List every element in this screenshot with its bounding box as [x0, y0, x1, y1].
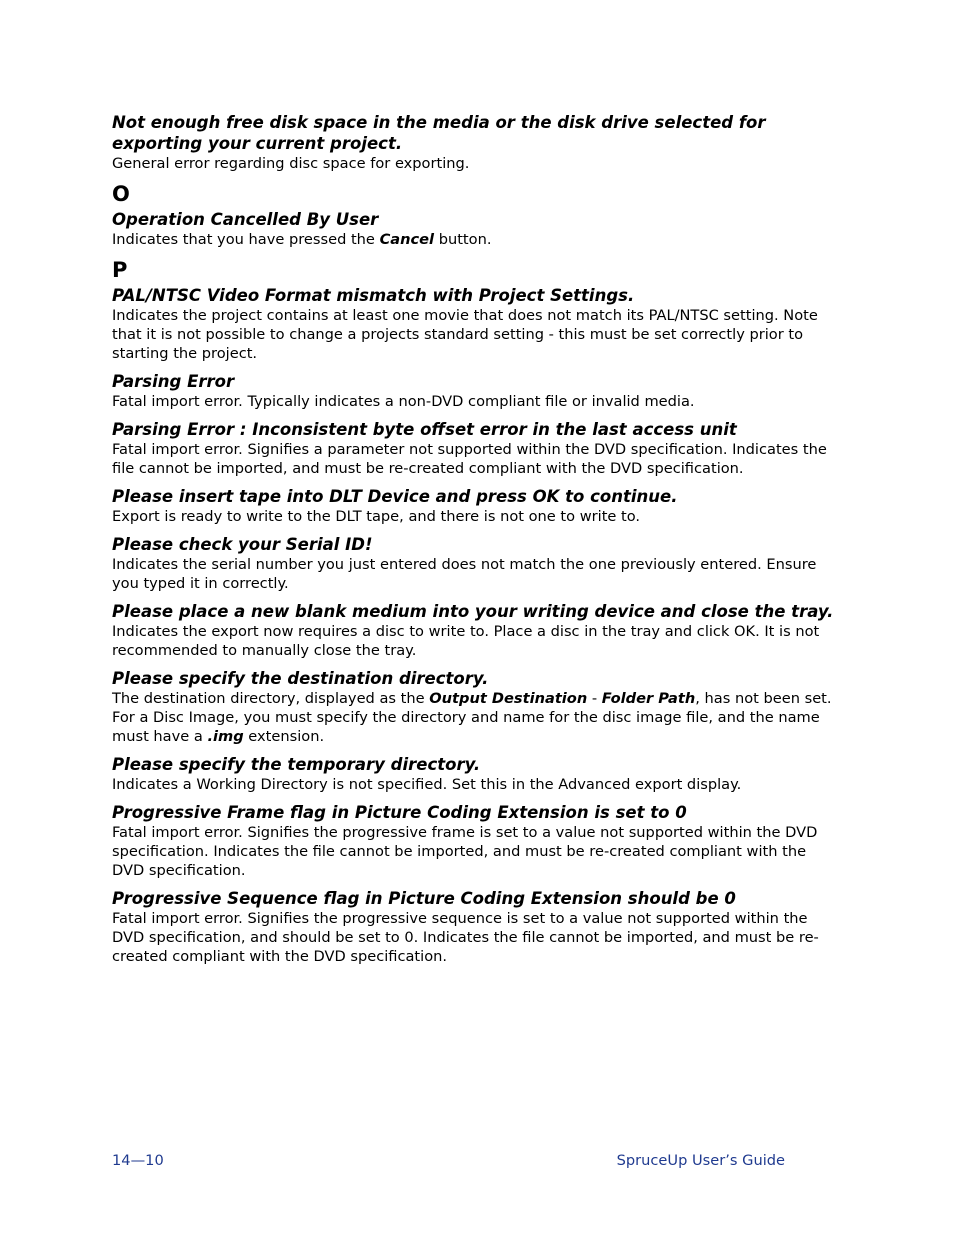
emphasis: Output Destination	[429, 690, 588, 707]
emphasis: Cancel	[379, 231, 435, 248]
error-title: Please check your Serial ID!	[112, 535, 373, 554]
error-title: Parsing Error : Inconsistent byte offset error in the last access unit	[112, 420, 737, 439]
error-description: Export is ready to write to the DLT tape, and there is not one to write to.	[112, 508, 641, 525]
guide-title: SpruceUp User’s Guide	[616, 1152, 785, 1169]
emphasis: Folder Path	[601, 690, 696, 707]
error-description: Indicates a Working Directory is not specified. Set this in the Advanced export display.	[112, 776, 742, 793]
error-title: Please specify the temporary directory.	[112, 755, 481, 774]
error-title: Parsing Error	[112, 372, 235, 391]
error-title: Not enough free disk space in the media or the disk drive selected for exporting your current project.	[112, 113, 766, 153]
error-description: Indicates the export now requires a disc to write to. Place a disc in the tray and click OK. It is not recommended to manually close the tray.	[112, 623, 820, 659]
error-title: Operation Cancelled By User	[112, 210, 379, 229]
section-letter: P	[112, 258, 128, 282]
page-number: 14—10	[112, 1152, 164, 1169]
page-footer	[112, 1152, 785, 1169]
error-description: Fatal import error. Signifies a parameter not supported within the DVD specification. Indicates the file cannot be imported, and must be re-created compliant with the DVD specification.	[112, 441, 827, 477]
emphasis: .img	[207, 728, 244, 745]
page-content	[112, 112, 842, 974]
error-description: General error regarding disc space for exporting.	[112, 155, 470, 172]
error-title: Please specify the destination directory.	[112, 669, 489, 688]
error-description: The destination directory, displayed as the Output Destination - Folder Path, has not been set. For a Disc Image, you must specify the directory and name for the disc image file, and the name must have a .img extension.	[112, 690, 832, 745]
error-title: Please place a new blank medium into your writing device and close the tray.	[112, 602, 834, 621]
error-title: Progressive Frame flag in Picture Coding Extension is set to 0	[112, 803, 687, 822]
error-description: Fatal import error. Signifies the progressive frame is set to a value not supported within the DVD specification. Indicates the file cannot be imported, and must be re-created compliant with the DVD specification.	[112, 824, 818, 879]
error-description: Indicates the project contains at least one movie that does not match its PAL/NTSC setting. Note that it is not possible to change a projects standard setting - this must be set correctly prior to starting the project.	[112, 307, 818, 362]
error-description: Fatal import error. Signifies the progressive sequence is set to a value not supported within the DVD specification, and should be set to 0. Indicates the file cannot be imported, and must be re-created compliant with the DVD specification.	[112, 910, 819, 965]
error-description: Indicates the serial number you just entered does not match the one previously entered. Ensure you typed it in correctly.	[112, 556, 817, 592]
error-description: Fatal import error. Typically indicates a non-DVD compliant file or invalid media.	[112, 393, 695, 410]
section-letter: O	[112, 182, 130, 206]
error-title: Progressive Sequence flag in Picture Coding Extension should be 0	[112, 889, 736, 908]
error-title: Please insert tape into DLT Device and press OK to continue.	[112, 487, 678, 506]
error-title: PAL/NTSC Video Format mismatch with Project Settings.	[112, 286, 635, 305]
error-description: Indicates that you have pressed the Cancel button.	[112, 231, 492, 248]
